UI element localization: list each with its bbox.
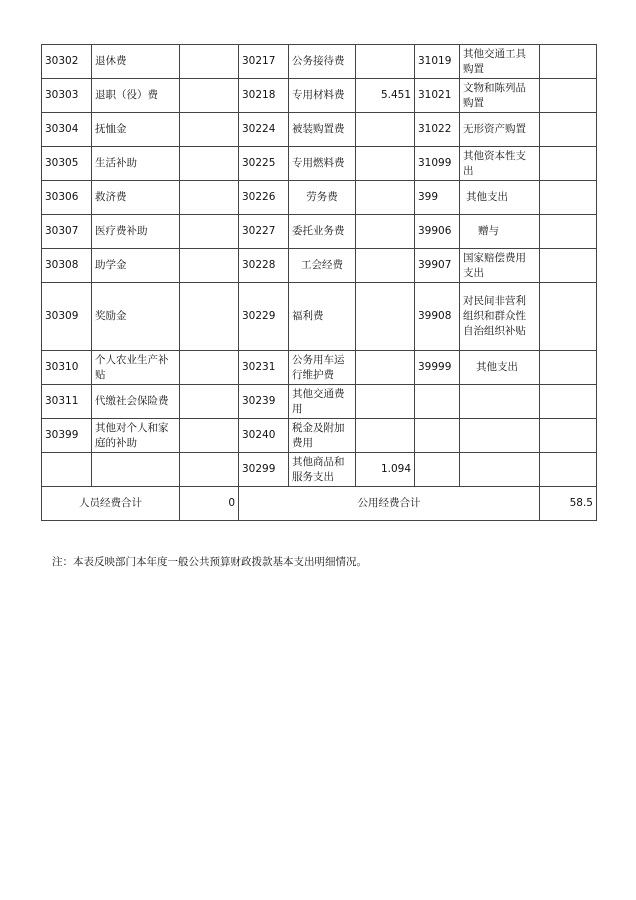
cell-amount [356,249,415,283]
cell-name: 助学金 [92,249,180,283]
cell-name: 公务接待费 [289,45,356,79]
cell-name: 国家赔偿费用支出 [460,249,540,283]
cell-code: 31099 [415,147,460,181]
cell-amount [180,249,239,283]
cell-code: 30231 [239,351,289,385]
cell-name [92,453,180,487]
cell-code: 31022 [415,113,460,147]
cell-name: 代缴社会保险费 [92,385,180,419]
table-row [42,113,597,147]
table-row [42,283,597,351]
cell-amount [540,45,597,79]
table-row [42,385,597,419]
cell-code: 30308 [42,249,92,283]
cell-amount [540,385,597,419]
public-total-label: 公用经费合计 [239,487,540,521]
cell-name: 公务用车运行维护费 [289,351,356,385]
cell-name: 委托业务费 [289,215,356,249]
cell-amount [540,419,597,453]
cell-code: 30303 [42,79,92,113]
cell-name [460,419,540,453]
cell-code [42,453,92,487]
personnel-total-value: 0 [180,487,239,521]
cell-code: 30225 [239,147,289,181]
cell-amount [180,351,239,385]
cell-amount [180,45,239,79]
cell-code: 30310 [42,351,92,385]
table-row [42,215,597,249]
cell-name: 生活补助 [92,147,180,181]
cell-name: 文物和陈列品购置 [460,79,540,113]
table-body [42,45,597,521]
cell-amount [180,215,239,249]
cell-code [415,385,460,419]
cell-name: 专用燃料费 [289,147,356,181]
cell-code [415,453,460,487]
cell-name: 救济费 [92,181,180,215]
cell-name: 其他交通工具购置 [460,45,540,79]
cell-code: 30227 [239,215,289,249]
cell-amount [180,79,239,113]
cell-code: 30229 [239,283,289,351]
cell-name: 其他商品和服务支出 [289,453,356,487]
table-row [42,79,597,113]
cell-name: 劳务费 [289,181,356,215]
cell-amount [180,181,239,215]
cell-code: 399 [415,181,460,215]
cell-name: 退职（役）费 [92,79,180,113]
table-row [42,419,597,453]
cell-code: 30299 [239,453,289,487]
cell-amount [540,113,597,147]
cell-code: 39907 [415,249,460,283]
cell-name: 其他支出 [460,181,540,215]
cell-amount [356,147,415,181]
table-row [42,181,597,215]
cell-code [415,419,460,453]
cell-amount [180,147,239,181]
cell-name: 工会经费 [289,249,356,283]
expenditure-detail-table [41,44,597,521]
cell-code: 39999 [415,351,460,385]
cell-code: 30305 [42,147,92,181]
table-row [42,249,597,283]
cell-amount [540,147,597,181]
cell-amount [180,385,239,419]
cell-amount [540,283,597,351]
cell-code: 30217 [239,45,289,79]
cell-name: 其他对个人和家庭的补助 [92,419,180,453]
cell-name: 对民间非营利组织和群众性自治组织补贴 [460,283,540,351]
cell-name: 其他交通费用 [289,385,356,419]
cell-code: 30399 [42,419,92,453]
cell-amount [356,283,415,351]
table-footnote: 注：本表反映部门本年度一般公共预算财政拨款基本支出明细情况。 [52,556,367,568]
totals-row [42,487,597,521]
cell-amount [356,419,415,453]
cell-code: 30307 [42,215,92,249]
cell-amount [356,45,415,79]
cell-code: 39908 [415,283,460,351]
cell-name: 福利费 [289,283,356,351]
cell-amount [540,453,597,487]
cell-amount [540,181,597,215]
cell-name [460,385,540,419]
cell-amount [540,79,597,113]
cell-name [460,453,540,487]
table-row [42,45,597,79]
cell-amount [180,113,239,147]
cell-amount [356,181,415,215]
cell-code: 30302 [42,45,92,79]
cell-name: 赠与 [460,215,540,249]
cell-name: 税金及附加费用 [289,419,356,453]
cell-code: 31019 [415,45,460,79]
cell-code: 31021 [415,79,460,113]
cell-amount: 5.451 [356,79,415,113]
cell-amount [356,351,415,385]
cell-code: 30304 [42,113,92,147]
cell-code: 39906 [415,215,460,249]
public-total-value: 58.5 [540,487,597,521]
cell-amount [540,351,597,385]
cell-name: 奖励金 [92,283,180,351]
cell-code: 30228 [239,249,289,283]
cell-code: 30224 [239,113,289,147]
cell-amount: 1.094 [356,453,415,487]
cell-amount [356,385,415,419]
cell-name: 无形资产购置 [460,113,540,147]
cell-amount [540,249,597,283]
cell-code: 30311 [42,385,92,419]
cell-amount [356,215,415,249]
cell-name: 其他支出 [460,351,540,385]
cell-amount [356,113,415,147]
cell-name: 其他资本性支出 [460,147,540,181]
table-row [42,147,597,181]
cell-amount [180,283,239,351]
table-row [42,351,597,385]
personnel-total-label: 人员经费合计 [42,487,180,521]
cell-code: 30309 [42,283,92,351]
table-row [42,453,597,487]
cell-amount [180,419,239,453]
cell-code: 30239 [239,385,289,419]
cell-name: 专用材料费 [289,79,356,113]
cell-amount [540,215,597,249]
cell-amount [180,453,239,487]
cell-name: 医疗费补助 [92,215,180,249]
cell-name: 个人农业生产补贴 [92,351,180,385]
cell-name: 退休费 [92,45,180,79]
cell-code: 30218 [239,79,289,113]
cell-code: 30240 [239,419,289,453]
cell-code: 30306 [42,181,92,215]
cell-name: 被装购置费 [289,113,356,147]
cell-name: 抚恤金 [92,113,180,147]
cell-code: 30226 [239,181,289,215]
